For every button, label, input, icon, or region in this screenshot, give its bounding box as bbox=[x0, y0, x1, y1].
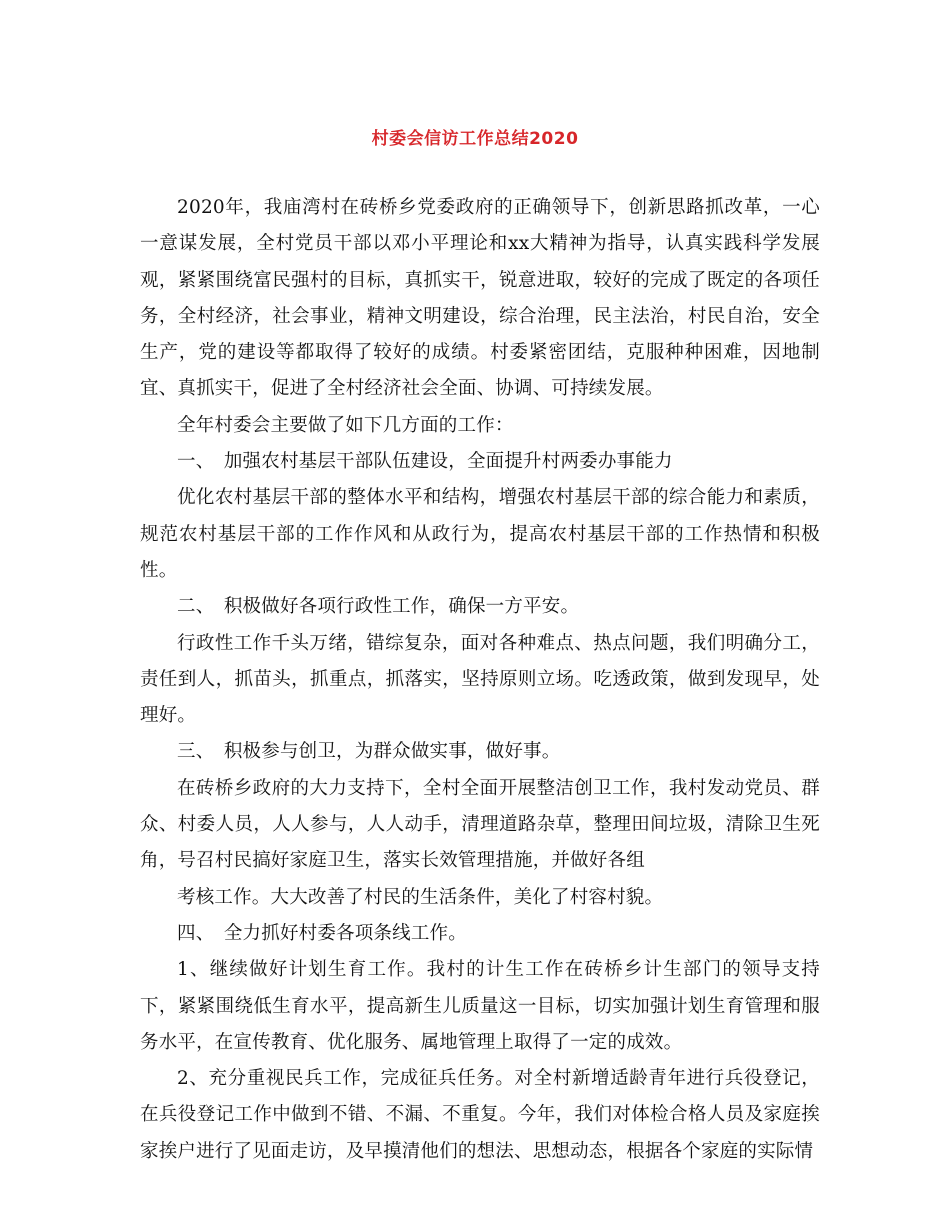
section-heading-1: 一、 加强农村基层干部队伍建设，全面提升村两委办事能力 bbox=[177, 451, 673, 473]
paragraph-intro: 2020年，我庙湾村在砖桥乡党委政府的正确领导下，创新思路抓改革，一心一意谋发展，全村党员干部以邓小平理论和xx大精神为指导，认真实践科学发展观，紧紧围绕富民强村的目标，真抓实干，锐意进取，较好的完成了既定的各项任务，全村经济，社会事业，精神文明建设，综合治理，民主法治，村民自治，安全生产，党的建设等都取得了较好的成绩。村委紧密团结，克服种种困难，因地制宜、真抓实干，促进了全村经济社会全面、协调、可持续发展。 bbox=[140, 197, 820, 400]
section-heading-2: 二、 积极做好各项行政性工作，确保一方平安。 bbox=[177, 596, 580, 618]
paragraph-militia: 2、充分重视民兵工作，完成征兵任务。对全村新增适龄青年进行兵役登记，在兵役登记工作中做到不错、不漏、不重复。今年，我们对体检合格人员及家庭挨家挨户进行了见面走访，及早摸清他们的想法、思想动态，根据各个家庭的实际情 bbox=[140, 1068, 820, 1162]
paragraph-section-3-cont: 考核工作。大大改善了村民的生活条件，美化了村容村貌。 bbox=[177, 886, 664, 908]
paragraph-section-3: 在砖桥乡政府的大力支持下，全村全面开展整洁创卫工作，我村发动党员、群众、村委人员，人人参与，人人动手，清理道路杂草，整理田间垃圾，清除卫生死角，号召村民搞好家庭卫生，落实长效管理措施，并做好各组 bbox=[140, 777, 820, 872]
section-heading-4: 四、 全力抓好村委各项条线工作。 bbox=[177, 922, 467, 944]
paragraph-family-planning: 1、继续做好计划生育工作。我村的计生工作在砖桥乡计生部门的领导支持下，紧紧围绕低生育水平，提高新生儿质量这一目标，切实加强计划生育管理和服务水平，在宣传教育、优化服务、属地管理上取得了一定的成效。 bbox=[140, 959, 820, 1053]
document-title: 村委会信访工作总结2020 bbox=[371, 129, 579, 149]
section-heading-3: 三、 积极参与创卫，为群众做实事，做好事。 bbox=[177, 741, 561, 763]
document-body bbox=[140, 190, 820, 1170]
paragraph-section-1: 优化农村基层干部的整体水平和结构，增强农村基层干部的综合能力和素质，规范农村基层干部的工作作风和从政行为，提高农村基层干部的工作热情和积极性。 bbox=[140, 487, 820, 581]
paragraph-section-2: 行政性工作千头万绪，错综复杂，面对各种难点、热点问题，我们明确分工，责任到人，抓苗头，抓重点，抓落实，坚持原则立场。吃透政策，做到发现早，处理好。 bbox=[140, 632, 820, 727]
paragraph-overview: 全年村委会主要做了如下几方面的工作： bbox=[177, 414, 514, 436]
